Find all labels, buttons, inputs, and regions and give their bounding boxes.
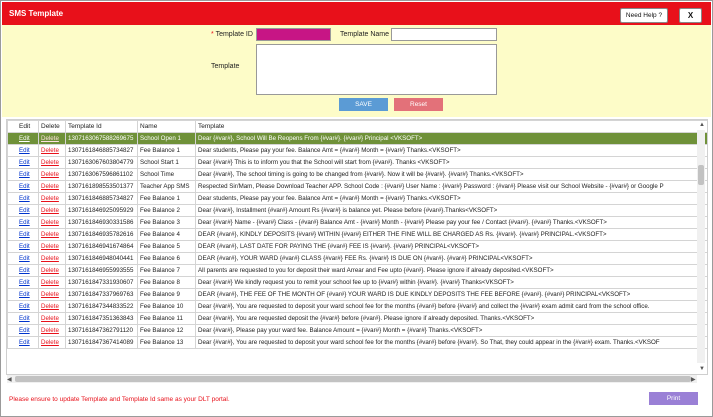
table-row[interactable] bbox=[8, 337, 708, 349]
cell-template-id: 1307161846885734827 bbox=[66, 193, 138, 205]
cell-template: All parents are requested to you for deposit their ward Arrear and Fee upto {#var#}. Please ignore if already deposited.<VKSOFT> bbox=[196, 265, 708, 277]
cell-name: Fee Balance 3 bbox=[138, 217, 196, 229]
column-header-template-id: Template Id bbox=[66, 121, 138, 133]
edit-link[interactable]: Edit bbox=[19, 183, 30, 190]
table-row[interactable] bbox=[8, 277, 708, 289]
cell-name: Fee Balance 13 bbox=[138, 337, 196, 349]
delete-link[interactable]: Delete bbox=[41, 315, 59, 322]
cell-name: Fee Balance 1 bbox=[138, 193, 196, 205]
delete-link[interactable]: Delete bbox=[41, 255, 59, 262]
cell-template: Dear students, Please pay your fee. Balance Amt = {#var#} Month = {#var#} Thanks.<VKSOFT> bbox=[196, 145, 708, 157]
cell-edit bbox=[8, 253, 39, 265]
cell-template: Dear {#var#}, Please pay your ward fee. Balance Amount = {#var#} Month = {#var#} Thanks.<VKSOFT> bbox=[196, 325, 708, 337]
delete-link[interactable]: Delete bbox=[41, 303, 59, 310]
cell-template: Dear {#var#}, School Will Be Reopens From {#var#}. {#var#} Principal <VKSOFT> bbox=[196, 133, 708, 145]
save-button[interactable]: SAVE bbox=[339, 98, 388, 111]
cell-template: DEAR {#var#}, THE FEE OF THE MONTH OF {#var#} YOUR WARD IS DUE KINDLY DEPOSITS THE FEE BEFORE {#var#}. {#var#} PRINCIPAL<VKSOFT> bbox=[196, 289, 708, 301]
table-row[interactable] bbox=[8, 217, 708, 229]
cell-template: Dear {#var#} Name - {#var#} Class - {#var#} Balance Amt - {#var#} Month - {#var#} Please pay your fee / Contact {#var#}. {#var#} Thanks.<VKSOFT> bbox=[196, 217, 708, 229]
edit-link[interactable]: Edit bbox=[19, 195, 30, 202]
table-row[interactable] bbox=[8, 229, 708, 241]
cell-edit bbox=[8, 205, 39, 217]
cell-name: Fee Balance 2 bbox=[138, 205, 196, 217]
table-row[interactable] bbox=[8, 205, 708, 217]
cell-name: Fee Balance 1 bbox=[138, 145, 196, 157]
required-mark: * bbox=[211, 31, 214, 38]
cell-edit bbox=[8, 181, 39, 193]
vertical-scroll-thumb[interactable] bbox=[698, 165, 704, 185]
template-name-label: Template Name bbox=[340, 31, 390, 38]
cell-name: School Time bbox=[138, 169, 196, 181]
cell-template-id: 1307161846935782616 bbox=[66, 229, 138, 241]
cell-template-id: 1307161847367414089 bbox=[66, 337, 138, 349]
cell-delete bbox=[39, 325, 66, 337]
template-id-input[interactable] bbox=[256, 28, 331, 41]
cell-template-id: 1307161847351363843 bbox=[66, 313, 138, 325]
close-button[interactable]: X bbox=[679, 8, 702, 23]
cell-template: Dear students, Please pay your fee. Balance Amt = {#var#} Month = {#var#} Thanks.<VKSOFT> bbox=[196, 193, 708, 205]
delete-link[interactable]: Delete bbox=[41, 147, 59, 154]
cell-name: Fee Balance 7 bbox=[138, 265, 196, 277]
cell-template-id: 1307163067596861102 bbox=[66, 169, 138, 181]
cell-name: Fee Balance 6 bbox=[138, 253, 196, 265]
cell-edit bbox=[8, 313, 39, 325]
template-id-label-text: Template ID bbox=[215, 31, 253, 38]
cell-edit bbox=[8, 289, 39, 301]
template-form bbox=[2, 25, 711, 117]
cell-name: School Open 1 bbox=[138, 133, 196, 145]
delete-link[interactable]: Delete bbox=[41, 207, 59, 214]
cell-delete bbox=[39, 229, 66, 241]
cell-edit bbox=[8, 169, 39, 181]
edit-link[interactable]: Edit bbox=[19, 291, 30, 298]
cell-template-id: 1307161846925095929 bbox=[66, 205, 138, 217]
cell-name: Fee Balance 5 bbox=[138, 241, 196, 253]
need-help-button[interactable]: Need Help ? bbox=[620, 8, 668, 23]
delete-link[interactable]: Delete bbox=[41, 231, 59, 238]
cell-template-id: 1307163067588269675 bbox=[66, 133, 138, 145]
arrow-right-icon[interactable]: ▶ bbox=[691, 377, 696, 383]
cell-template-id: 1307161846955993555 bbox=[66, 265, 138, 277]
cell-edit bbox=[8, 301, 39, 313]
delete-link[interactable]: Delete bbox=[41, 135, 59, 142]
cell-template-id: 1307161847362791120 bbox=[66, 325, 138, 337]
arrow-left-icon[interactable]: ◀ bbox=[7, 377, 12, 383]
cell-edit bbox=[8, 217, 39, 229]
edit-link[interactable]: Edit bbox=[19, 327, 30, 334]
cell-template: Dear {#var#} This is to inform you that the School will start from {#var#}. Thanks <VKSOFT> bbox=[196, 157, 708, 169]
template-grid bbox=[6, 119, 708, 375]
cell-template-id: 1307161847344833522 bbox=[66, 301, 138, 313]
cell-delete bbox=[39, 301, 66, 313]
edit-link[interactable]: Edit bbox=[19, 135, 30, 142]
cell-edit bbox=[8, 265, 39, 277]
column-header-delete: Delete bbox=[39, 121, 66, 133]
table-row[interactable] bbox=[8, 253, 708, 265]
cell-delete bbox=[39, 217, 66, 229]
cell-edit bbox=[8, 241, 39, 253]
delete-link[interactable]: Delete bbox=[41, 195, 59, 202]
edit-link[interactable]: Edit bbox=[19, 315, 30, 322]
cell-edit bbox=[8, 145, 39, 157]
cell-template-id: 1307161846941674864 bbox=[66, 241, 138, 253]
edit-link[interactable]: Edit bbox=[19, 159, 30, 166]
cell-name: Fee Balance 8 bbox=[138, 277, 196, 289]
arrow-down-icon[interactable]: ▼ bbox=[699, 366, 705, 372]
cell-template-id: 1307161898553501377 bbox=[66, 181, 138, 193]
table-row[interactable] bbox=[8, 133, 708, 145]
edit-link[interactable]: Edit bbox=[19, 267, 30, 274]
table-row[interactable] bbox=[8, 181, 708, 193]
column-header-template: Template bbox=[196, 121, 708, 133]
arrow-up-icon[interactable]: ▲ bbox=[699, 122, 705, 128]
cell-template-id: 1307161847337969763 bbox=[66, 289, 138, 301]
edit-link[interactable]: Edit bbox=[19, 279, 30, 286]
cell-delete bbox=[39, 205, 66, 217]
edit-link[interactable]: Edit bbox=[19, 255, 30, 262]
cell-edit bbox=[8, 133, 39, 145]
cell-template: DEAR {#var#}, YOUR WARD {#var#} CLASS {#var#} FEE Rs. {#var#} IS DUE ON {#var#}. {#var#} PRINCIPAL<VKSOFT> bbox=[196, 253, 708, 265]
cell-edit bbox=[8, 229, 39, 241]
title-bar bbox=[2, 2, 711, 25]
table-row[interactable] bbox=[8, 169, 708, 181]
column-header-name: Name bbox=[138, 121, 196, 133]
template-id-label bbox=[211, 31, 253, 38]
template-name-input[interactable] bbox=[391, 28, 497, 41]
edit-link[interactable]: Edit bbox=[19, 207, 30, 214]
cell-delete bbox=[39, 193, 66, 205]
cell-template-id: 1307161846885734827 bbox=[66, 145, 138, 157]
delete-link[interactable]: Delete bbox=[41, 171, 59, 178]
cell-name: School Start 1 bbox=[138, 157, 196, 169]
edit-link[interactable]: Edit bbox=[19, 303, 30, 310]
cell-template: Dear {#var#}, You are requested to deposit your ward school fee for the months {#var#} before {#var#}. So That, they could appear in the {#var#} exam. Thanks.<VKSOF bbox=[196, 337, 708, 349]
delete-link[interactable]: Delete bbox=[41, 327, 59, 334]
reset-button[interactable]: Reset bbox=[394, 98, 443, 111]
edit-link[interactable]: Edit bbox=[19, 339, 30, 346]
cell-template: Dear {#var#}, You are requested deposit the {#var#} before {#var#}. Please ignore if already deposited. Thanks.<VKSOFT> bbox=[196, 313, 708, 325]
table-row[interactable] bbox=[8, 325, 708, 337]
cell-delete bbox=[39, 169, 66, 181]
cell-delete bbox=[39, 157, 66, 169]
template-table bbox=[7, 120, 708, 349]
cell-template: DEAR {#var#}, KINDLY DEPOSITS {#var#} WITHIN {#var#} EITHER THE FINE WILL BE CHARGED AS Rs. {#var#}. {#var#} PRINCIPAL.<VKSOFT> bbox=[196, 229, 708, 241]
cell-edit bbox=[8, 193, 39, 205]
delete-link[interactable]: Delete bbox=[41, 159, 59, 166]
delete-link[interactable]: Delete bbox=[41, 219, 59, 226]
cell-delete bbox=[39, 133, 66, 145]
cell-name: Teacher App SMS bbox=[138, 181, 196, 193]
dlt-note: Please ensure to update Template and Template Id same as your DLT portal. bbox=[9, 396, 230, 403]
cell-delete bbox=[39, 277, 66, 289]
delete-link[interactable]: Delete bbox=[41, 339, 59, 346]
cell-template: Respected Sir/Mam, Please Download Teacher APP. School Code : {#var#} User Name : {#var#} Password : {#var#} Please visit our School Website - {#var#} or Google P bbox=[196, 181, 708, 193]
cell-name: Fee Balance 11 bbox=[138, 313, 196, 325]
template-label: Template bbox=[211, 63, 240, 70]
edit-link[interactable]: Edit bbox=[19, 171, 30, 178]
cell-template: Dear {#var#}, The school timing is going to be changed from {#var#}. Now it will be {#var#}. {#var#} Thanks.<VKSOFT> bbox=[196, 169, 708, 181]
cell-template: Dear {#var#} We kindly request you to remit your school fee up to {#var#} within {#var#}. {#var#} Thanks<VKSOFT> bbox=[196, 277, 708, 289]
edit-link[interactable]: Edit bbox=[19, 147, 30, 154]
cell-edit bbox=[8, 157, 39, 169]
cell-template: Dear {#var#}, You are requested to deposit your ward school fee for the months {#var#} before {#var#} and collect the {#var#} exam admit card from the school office. bbox=[196, 301, 708, 313]
table-row[interactable] bbox=[8, 157, 708, 169]
cell-name: Fee Balance 12 bbox=[138, 325, 196, 337]
cell-delete bbox=[39, 289, 66, 301]
edit-link[interactable]: Edit bbox=[19, 243, 30, 250]
delete-link[interactable]: Delete bbox=[41, 243, 59, 250]
horizontal-scroll-thumb[interactable] bbox=[15, 376, 691, 382]
table-row[interactable] bbox=[8, 193, 708, 205]
cell-delete bbox=[39, 253, 66, 265]
cell-template-id: 1307161847331930607 bbox=[66, 277, 138, 289]
delete-link[interactable]: Delete bbox=[41, 291, 59, 298]
cell-template: DEAR {#var#}, LAST DATE FOR PAYING THE {#var#} FEE IS {#var#}. {#var#} PRINCIPAL<VKSOFT> bbox=[196, 241, 708, 253]
table-body bbox=[8, 133, 708, 349]
delete-link[interactable]: Delete bbox=[41, 279, 59, 286]
table-row[interactable] bbox=[8, 313, 708, 325]
window-title: SMS Template bbox=[9, 9, 64, 18]
cell-delete bbox=[39, 181, 66, 193]
cell-template: Dear {#var#}, Installment {#var#} Amount Rs {#var#} is balance yet. Please before {#var#}.Thanks<VKSOFT> bbox=[196, 205, 708, 217]
table-row[interactable] bbox=[8, 265, 708, 277]
cell-template-id: 1307161846930331586 bbox=[66, 217, 138, 229]
column-header-edit: Edit bbox=[8, 121, 39, 133]
cell-template-id: 1307163067603804779 bbox=[66, 157, 138, 169]
template-textarea[interactable] bbox=[256, 44, 497, 95]
cell-name: Fee Balance 9 bbox=[138, 289, 196, 301]
delete-link[interactable]: Delete bbox=[41, 267, 59, 274]
edit-link[interactable]: Edit bbox=[19, 219, 30, 226]
cell-delete bbox=[39, 241, 66, 253]
print-button[interactable]: Print bbox=[649, 392, 698, 405]
table-row[interactable] bbox=[8, 145, 708, 157]
table-row[interactable] bbox=[8, 301, 708, 313]
cell-delete bbox=[39, 337, 66, 349]
cell-delete bbox=[39, 145, 66, 157]
table-header-row bbox=[8, 121, 708, 133]
table-row[interactable] bbox=[8, 289, 708, 301]
cell-delete bbox=[39, 265, 66, 277]
cell-name: Fee Balance 4 bbox=[138, 229, 196, 241]
table-row[interactable] bbox=[8, 241, 708, 253]
edit-link[interactable]: Edit bbox=[19, 231, 30, 238]
cell-edit bbox=[8, 337, 39, 349]
cell-edit bbox=[8, 325, 39, 337]
cell-template-id: 1307161846948040441 bbox=[66, 253, 138, 265]
cell-delete bbox=[39, 313, 66, 325]
cell-edit bbox=[8, 277, 39, 289]
cell-name: Fee Balance 10 bbox=[138, 301, 196, 313]
delete-link[interactable]: Delete bbox=[41, 183, 59, 190]
